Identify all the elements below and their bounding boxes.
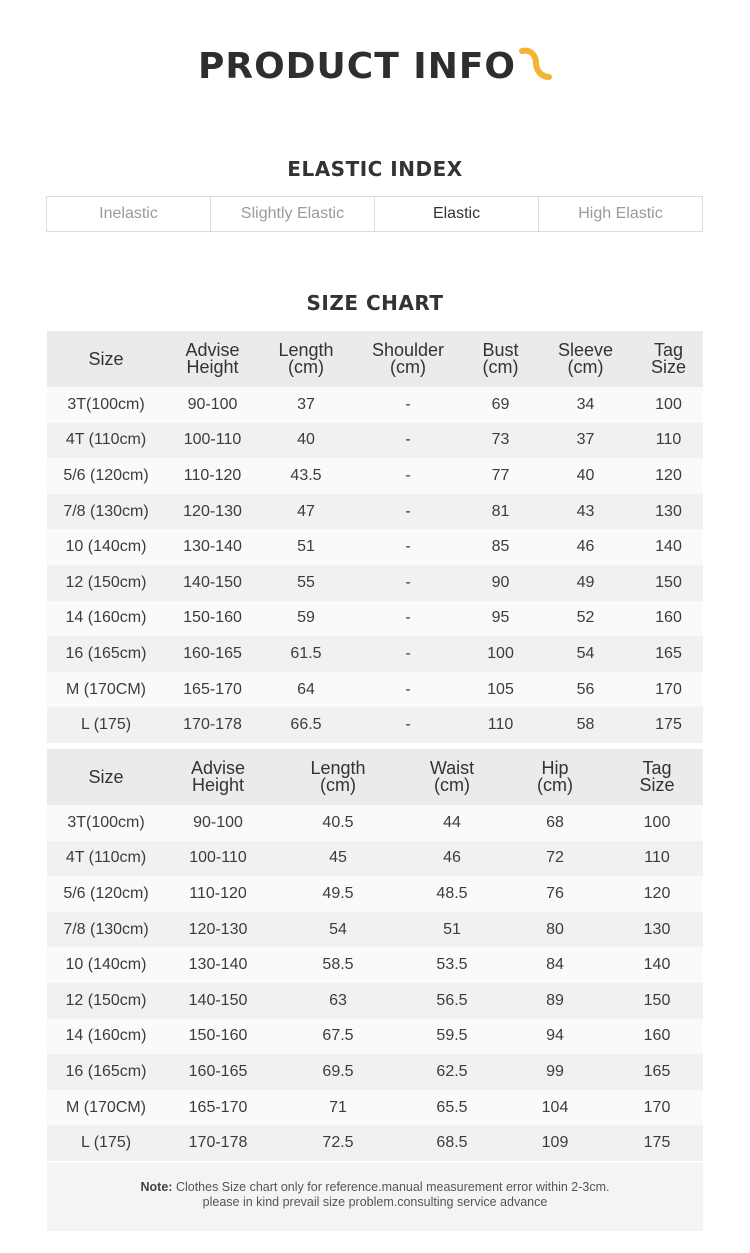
table-row [47, 707, 703, 743]
table-cell: 61.5 [260, 636, 352, 672]
table-row [47, 387, 703, 423]
table-cell: 100-110 [165, 423, 260, 459]
column-header [165, 749, 271, 805]
elastic-option-inelastic: Inelastic [47, 197, 211, 231]
table-cell: - [352, 529, 464, 565]
elastic-index-title: ELASTIC INDEX [287, 157, 463, 181]
table-cell: M (170CM) [47, 672, 165, 708]
table-cell: 69 [464, 387, 537, 423]
table-cell: 67.5 [271, 1019, 405, 1055]
top-size-table [47, 331, 703, 743]
table-cell: 62.5 [405, 1054, 499, 1090]
table-cell: 49 [537, 565, 634, 601]
table-cell: M (170CM) [47, 1090, 165, 1126]
table-cell: 175 [634, 707, 703, 743]
table-cell: 165 [611, 1054, 703, 1090]
table-cell: 72.5 [271, 1125, 405, 1161]
table-cell: 160-165 [165, 1054, 271, 1090]
column-header-text: Height [191, 775, 245, 795]
column-header-text: (cm) [567, 357, 604, 377]
column-header-text: Height [186, 357, 239, 377]
column-header-text: (cm) [482, 357, 519, 377]
table-cell: 160-165 [165, 636, 260, 672]
table-cell: 37 [260, 387, 352, 423]
column-header [47, 749, 165, 805]
table-cell: 150 [611, 983, 703, 1019]
table-cell: 170-178 [165, 707, 260, 743]
table-cell: 170 [634, 672, 703, 708]
table-cell: 100 [464, 636, 537, 672]
table-cell: 109 [499, 1125, 611, 1161]
column-header-text: Size [639, 775, 675, 795]
table-cell: 4T (110cm) [47, 841, 165, 877]
table-cell: 72 [499, 841, 611, 877]
table-cell: 5/6 (120cm) [47, 876, 165, 912]
elastic-index-scale [46, 196, 703, 232]
table-row [47, 423, 703, 459]
column-header [165, 331, 260, 387]
table-cell: 56 [537, 672, 634, 708]
note-line-2: please in kind prevail size problem.consulting service advance [202, 1195, 548, 1209]
column-header-text: Size [88, 766, 124, 787]
table-cell: 120-130 [165, 912, 271, 948]
table-cell: - [352, 423, 464, 459]
table-cell: 110-120 [165, 458, 260, 494]
page-title [0, 46, 750, 87]
column-header-text: Sleeve [557, 340, 614, 360]
table-cell: 48.5 [405, 876, 499, 912]
table-row [47, 983, 703, 1019]
table-cell: 100 [634, 387, 703, 423]
table-cell: 16 (165cm) [47, 636, 165, 672]
size-chart-title: SIZE CHART [306, 291, 444, 315]
table-cell: 85 [464, 529, 537, 565]
table-cell: 56.5 [405, 983, 499, 1019]
wave-accent-icon [518, 47, 552, 81]
table-cell: - [352, 601, 464, 637]
column-header-text: (cm) [434, 775, 470, 795]
table-cell: 95 [464, 601, 537, 637]
table-cell: 175 [611, 1125, 703, 1161]
table-cell: 165 [634, 636, 703, 672]
table-cell: 52 [537, 601, 634, 637]
table-cell: 14 (160cm) [47, 601, 165, 637]
table-cell: 90-100 [165, 387, 260, 423]
table-cell: 140-150 [165, 983, 271, 1019]
table-cell: L (175) [47, 1125, 165, 1161]
table-cell: 14 (160cm) [47, 1019, 165, 1055]
column-header [352, 331, 464, 387]
table-cell: 49.5 [271, 876, 405, 912]
table-cell: 130 [634, 494, 703, 530]
table-row [47, 601, 703, 637]
table-cell: - [352, 636, 464, 672]
column-header-text: Hip [541, 758, 569, 778]
table-cell: 43 [537, 494, 634, 530]
column-header-text: Size [88, 348, 124, 369]
table-cell: 110 [634, 423, 703, 459]
table-cell: 44 [405, 805, 499, 841]
table-cell: 90-100 [165, 805, 271, 841]
column-header [464, 331, 537, 387]
table-row [47, 565, 703, 601]
table-cell: 120 [634, 458, 703, 494]
table-cell: 77 [464, 458, 537, 494]
column-header-text: Waist [429, 758, 475, 778]
table-cell: 89 [499, 983, 611, 1019]
table-cell: 150 [634, 565, 703, 601]
elastic-option-high-elastic: High Elastic [578, 205, 663, 222]
table-cell: 100-110 [165, 841, 271, 877]
note-label: Note: [140, 1180, 173, 1194]
table-cell: 68.5 [405, 1125, 499, 1161]
table-cell: 40 [260, 423, 352, 459]
size-note [47, 1163, 703, 1231]
table-cell: 4T (110cm) [47, 423, 165, 459]
table-cell: 12 (150cm) [47, 565, 165, 601]
column-header [271, 749, 405, 805]
table-cell: L (175) [47, 707, 165, 743]
column-header-text: Advise [190, 758, 246, 778]
table-cell: 34 [537, 387, 634, 423]
table-cell: 51 [260, 529, 352, 565]
column-header [499, 749, 611, 805]
table-cell: 130-140 [165, 947, 271, 983]
table-cell: 90 [464, 565, 537, 601]
table-cell: 81 [464, 494, 537, 530]
table-cell: 46 [405, 841, 499, 877]
table-cell: 160 [611, 1019, 703, 1055]
table-cell: 84 [499, 947, 611, 983]
table-cell: 120 [611, 876, 703, 912]
table-cell: 45 [271, 841, 405, 877]
table-cell: 140 [611, 947, 703, 983]
table-cell: 12 (150cm) [47, 983, 165, 1019]
table-cell: 130-140 [165, 529, 260, 565]
table-cell: 58 [537, 707, 634, 743]
table-cell: 53.5 [405, 947, 499, 983]
column-header-text: Length [310, 758, 366, 778]
table-cell: 80 [499, 912, 611, 948]
table-cell: 150-160 [165, 601, 260, 637]
table-cell: 7/8 (130cm) [47, 494, 165, 530]
table-cell: 104 [499, 1090, 611, 1126]
table-cell: 150-160 [165, 1019, 271, 1055]
table-cell: 110-120 [165, 876, 271, 912]
column-header-text: Length [278, 340, 334, 360]
table-cell: - [352, 458, 464, 494]
table-cell: 64 [260, 672, 352, 708]
table-row [47, 529, 703, 565]
table-cell: 73 [464, 423, 537, 459]
table-cell: 54 [271, 912, 405, 948]
table-cell: 66.5 [260, 707, 352, 743]
table-row [47, 672, 703, 708]
column-header [260, 331, 352, 387]
table-cell: 69.5 [271, 1054, 405, 1090]
table-cell: 16 (165cm) [47, 1054, 165, 1090]
table-cell: 94 [499, 1019, 611, 1055]
table-row [47, 947, 703, 983]
table-row [47, 1019, 703, 1055]
table-cell: - [352, 707, 464, 743]
column-header-text: Size [650, 357, 686, 377]
table-cell: 59 [260, 601, 352, 637]
table-cell: 58.5 [271, 947, 405, 983]
table-cell: 130 [611, 912, 703, 948]
table-cell: 140 [634, 529, 703, 565]
table-cell: 165-170 [165, 1090, 271, 1126]
column-header-text: (cm) [537, 775, 573, 795]
table-row [47, 1090, 703, 1126]
note-line-1: Clothes Size chart only for reference.manual measurement error within 2-3cm. [175, 1180, 610, 1194]
table-cell: 51 [405, 912, 499, 948]
table-row [47, 494, 703, 530]
table-cell: 160 [634, 601, 703, 637]
table-cell: 110 [611, 841, 703, 877]
table-cell: 63 [271, 983, 405, 1019]
table-row [47, 1054, 703, 1090]
column-header-text: (cm) [320, 775, 356, 795]
table-cell: 37 [537, 423, 634, 459]
table-cell: 3T(100cm) [47, 387, 165, 423]
table-cell: 46 [537, 529, 634, 565]
table-cell: 71 [271, 1090, 405, 1126]
table-cell: - [352, 494, 464, 530]
table-cell: - [352, 565, 464, 601]
table-cell: 54 [537, 636, 634, 672]
column-header-text: (cm) [390, 357, 426, 377]
table-cell: 10 (140cm) [47, 947, 165, 983]
table-cell: 165-170 [165, 672, 260, 708]
table-row [47, 912, 703, 948]
table-cell: 5/6 (120cm) [47, 458, 165, 494]
column-header [47, 331, 165, 387]
table-cell: 68 [499, 805, 611, 841]
table-row [47, 841, 703, 877]
table-cell: - [352, 387, 464, 423]
elastic-option-elastic: Elastic [375, 197, 539, 231]
column-header-text: Tag [642, 758, 672, 778]
table-cell: 170-178 [165, 1125, 271, 1161]
column-header-text: Advise [185, 340, 240, 360]
elastic-option-slightly-elastic: Slightly Elastic [211, 197, 375, 231]
column-header [611, 749, 703, 805]
table-cell: 40.5 [271, 805, 405, 841]
table-cell: 76 [499, 876, 611, 912]
column-header [405, 749, 499, 805]
table-cell: 105 [464, 672, 537, 708]
table-cell: 170 [611, 1090, 703, 1126]
table-row [47, 636, 703, 672]
table-cell: 100 [611, 805, 703, 841]
bottom-size-table [47, 749, 703, 1161]
column-header-text: Shoulder [371, 340, 445, 360]
table-cell: 55 [260, 565, 352, 601]
table-cell: - [352, 672, 464, 708]
column-header [634, 331, 703, 387]
table-cell: 140-150 [165, 565, 260, 601]
table-cell: 120-130 [165, 494, 260, 530]
column-header [537, 331, 634, 387]
column-header-text: Tag [653, 340, 684, 360]
table-cell: 59.5 [405, 1019, 499, 1055]
table-cell: 3T(100cm) [47, 805, 165, 841]
table-cell: 40 [537, 458, 634, 494]
table-row [47, 876, 703, 912]
table-row [47, 1125, 703, 1161]
table-cell: 99 [499, 1054, 611, 1090]
table-cell: 7/8 (130cm) [47, 912, 165, 948]
table-row [47, 458, 703, 494]
table-cell: 47 [260, 494, 352, 530]
table-cell: 43.5 [260, 458, 352, 494]
column-header-text: Bust [482, 340, 519, 360]
table-cell: 65.5 [405, 1090, 499, 1126]
page-title-text: PRODUCT INFO [197, 46, 517, 87]
table-cell: 110 [464, 707, 537, 743]
table-cell: 10 (140cm) [47, 529, 165, 565]
column-header-text: (cm) [288, 357, 324, 377]
table-row [47, 805, 703, 841]
